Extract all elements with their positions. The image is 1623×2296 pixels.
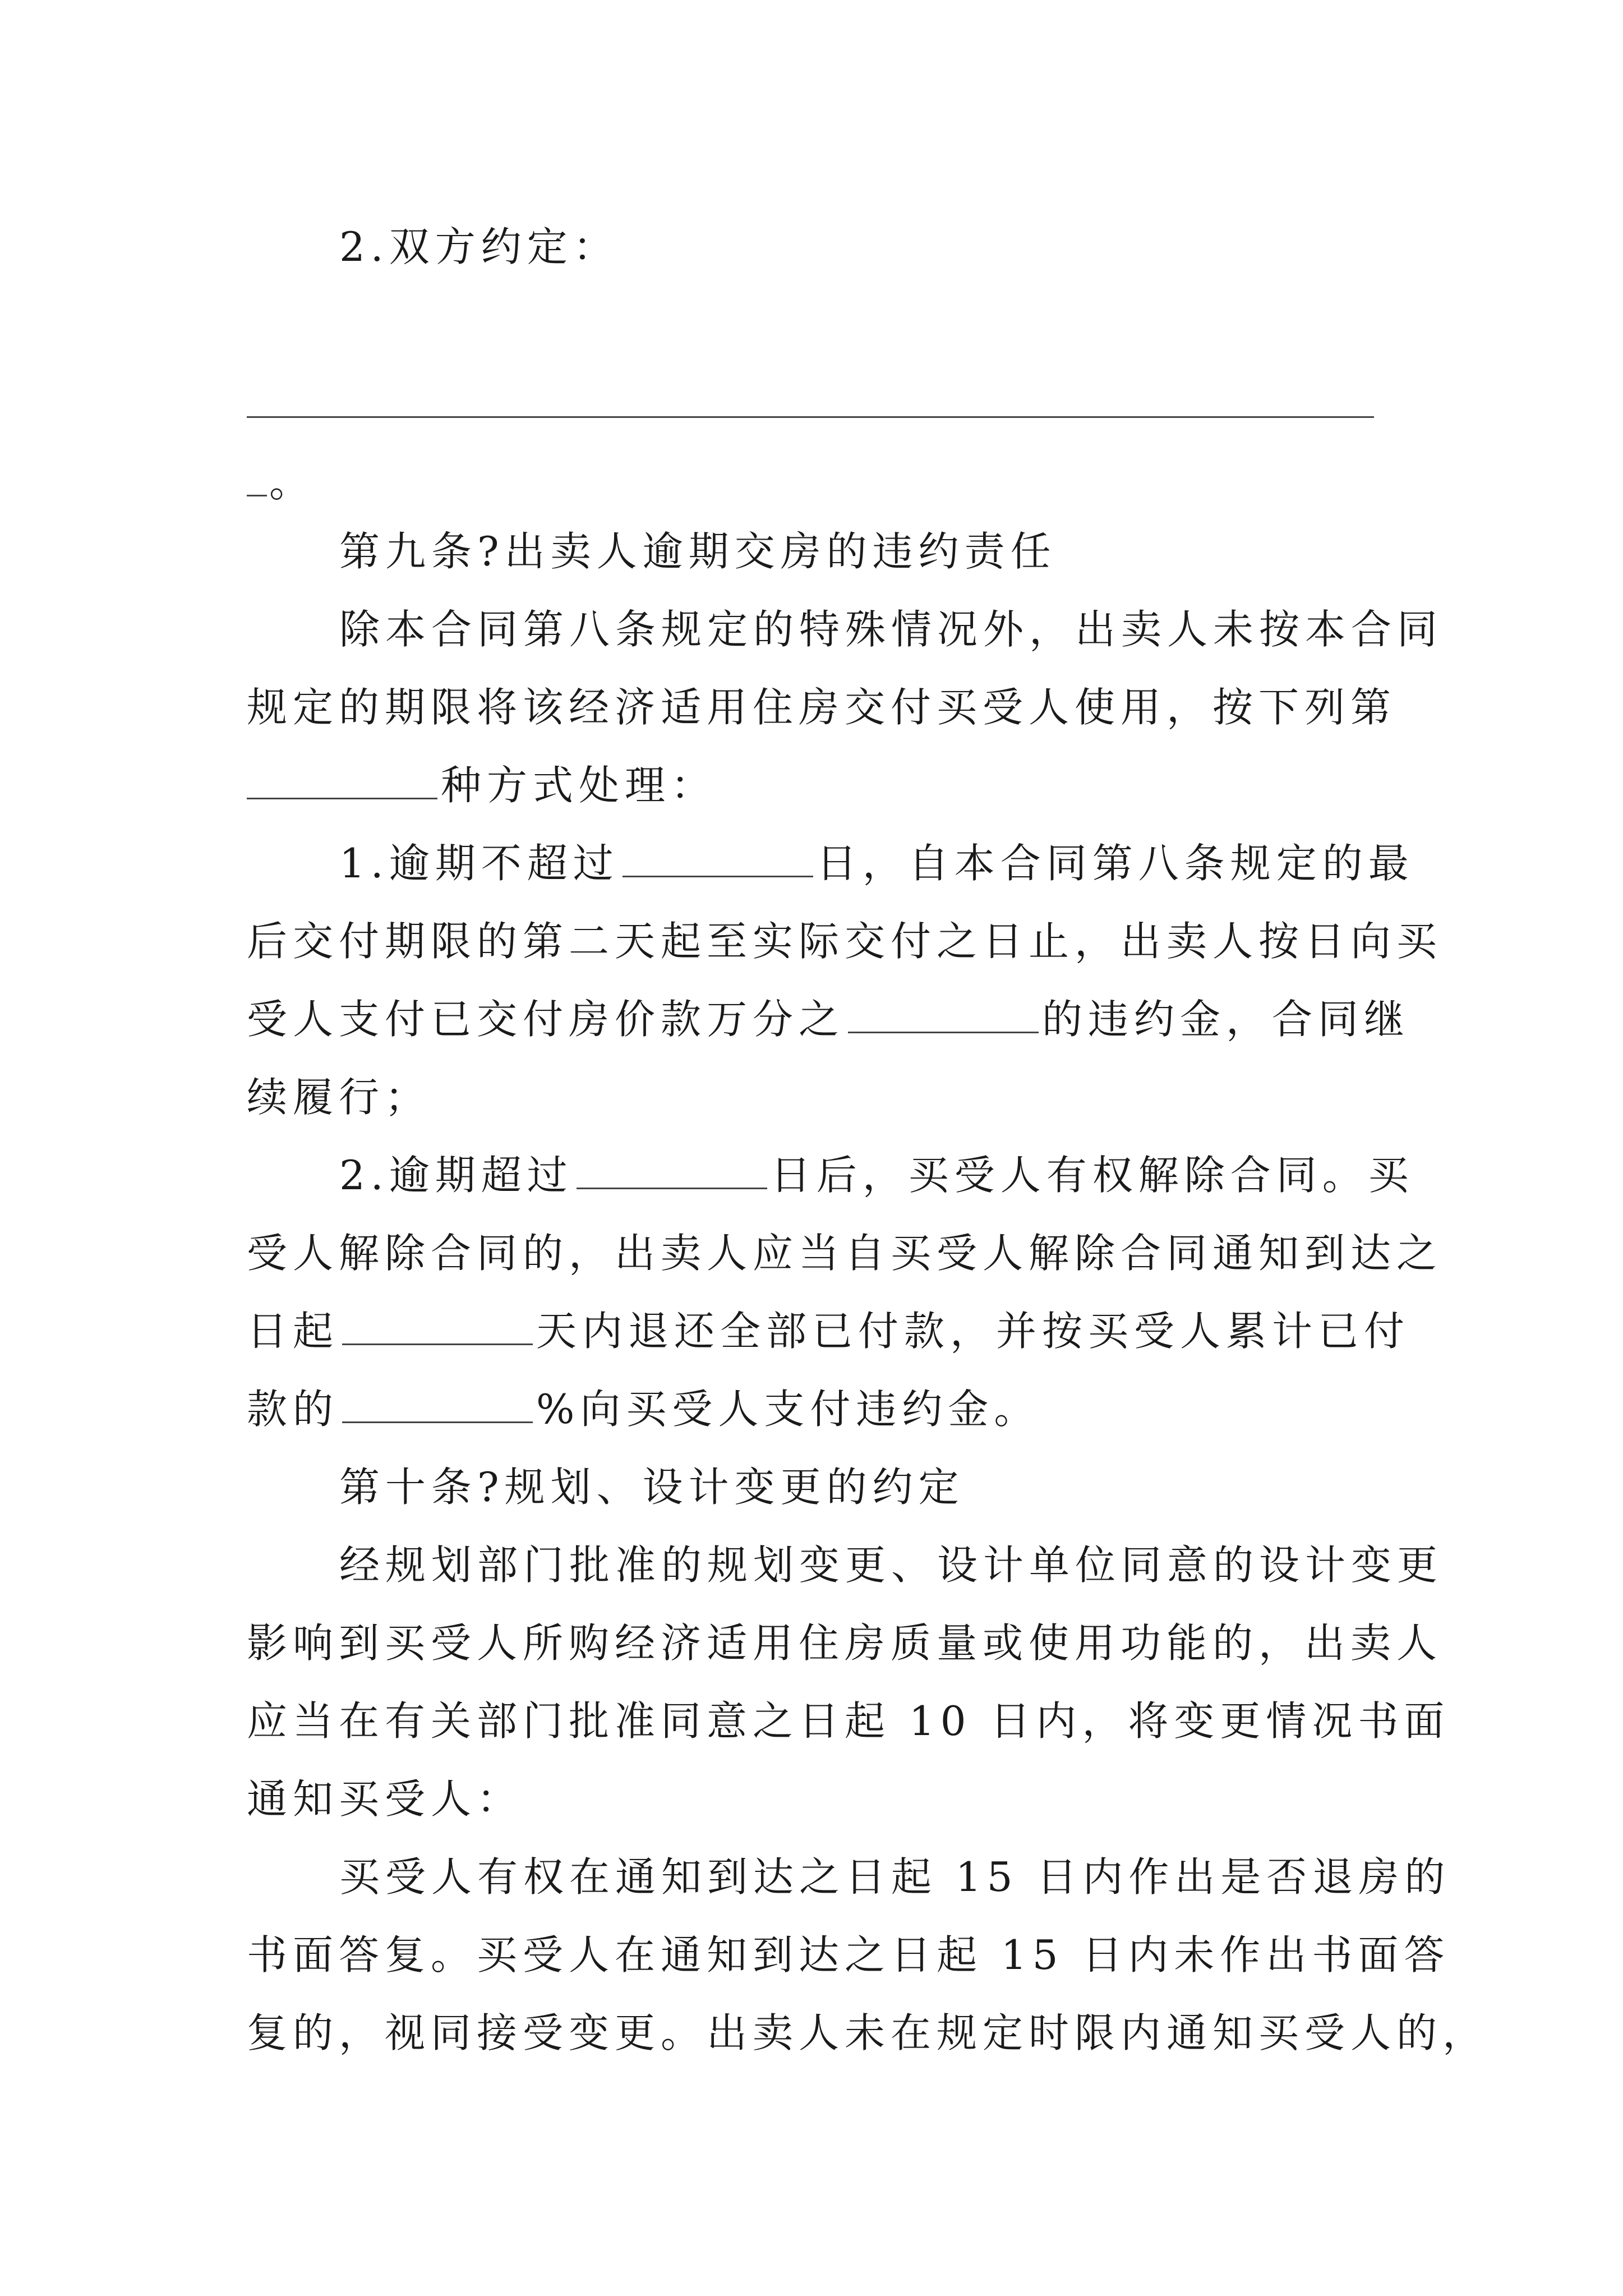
fill-in-blank[interactable] <box>342 1388 533 1423</box>
text-segment: 受人支付已交付房价款万分之 <box>247 996 845 1043</box>
article-10-heading: 第十条?规划、设计变更的约定 <box>339 1464 965 1511</box>
article-9-heading: 第九条?出卖人逾期交房的违约责任 <box>339 528 1057 575</box>
fill-in-blank[interactable] <box>848 998 1039 1033</box>
fill-in-blank[interactable] <box>342 1310 533 1345</box>
blank-rule-line <box>247 416 1374 418</box>
text-segment: 日起 <box>247 1308 339 1355</box>
article-10-text-line: 买受人有权在通知到达之日起 15 日内作出是否退房的 <box>339 1853 1451 1901</box>
text-segment: 种方式处理： <box>441 762 717 809</box>
article-10-text-line: 复的，视同接受变更。出卖人未在规定时限内通知买受人的， <box>247 2009 1489 2056</box>
text-segment: 2.逾期超过 <box>339 1152 573 1199</box>
rule-end-punct: 。 <box>269 459 316 506</box>
rule-end-line <box>247 455 315 509</box>
text-segment: 款的 <box>247 1386 339 1433</box>
article-10-text-line: 书面答复。买受人在通知到达之日起 15 日内未作出书面答 <box>247 1931 1450 1978</box>
article-9-text-line: 除本合同第八条规定的特殊情况外，出卖人未按本合同 <box>339 606 1444 653</box>
article-10-text-line: 应当在有关部门批准同意之日起 10 日内，将变更情况书面 <box>247 1697 1450 1745</box>
article-9-item-2-line: 受人解除合同的，出卖人应当自买受人解除合同通知到达之 <box>247 1230 1443 1277</box>
fill-in-blank[interactable] <box>623 842 813 877</box>
article-9-item-2-line <box>247 1382 1040 1436</box>
article-10-text-line: 经规划部门批准的规划变更、设计单位同意的设计变更 <box>339 1542 1444 1589</box>
text-segment: 的违约金，合同继 <box>1042 996 1410 1043</box>
fill-in-blank[interactable] <box>577 1154 767 1189</box>
text-segment: 1.逾期不超过 <box>339 840 619 887</box>
text-segment: 日，自本合同第八条规定的最 <box>816 840 1414 887</box>
article-9-item-2-line <box>339 1148 1414 1202</box>
article-9-text-line: 规定的期限将该经济适用住房交付买受人使用，按下列第 <box>247 684 1397 731</box>
article-9-item-1-line <box>247 992 1410 1046</box>
article-9-item-1-line: 后交付期限的第二天起至实际交付之日止，出卖人按日向买 <box>247 918 1443 965</box>
article-9-item-1-line: 续履行； <box>247 1074 431 1121</box>
article-10-text-line: 影响到买受人所购经济适用住房质量或使用功能的，出卖人 <box>247 1619 1443 1667</box>
text-segment: %向买受人支付违约金。 <box>536 1386 1040 1433</box>
text-segment: 日后，买受人有权解除合同。买 <box>770 1152 1414 1199</box>
article-9-item-2-line <box>247 1304 1410 1358</box>
article-9-text-line <box>247 758 717 812</box>
article-9-item-1-line <box>339 836 1414 890</box>
text-segment: 天内退还全部已付款，并按买受人累计已付 <box>536 1308 1410 1355</box>
item-2-title: 2.双方约定： <box>339 223 619 270</box>
article-10-text-line: 通知买受人： <box>247 1775 523 1823</box>
fill-in-blank[interactable] <box>247 764 437 799</box>
blank-short-rule <box>247 466 267 496</box>
